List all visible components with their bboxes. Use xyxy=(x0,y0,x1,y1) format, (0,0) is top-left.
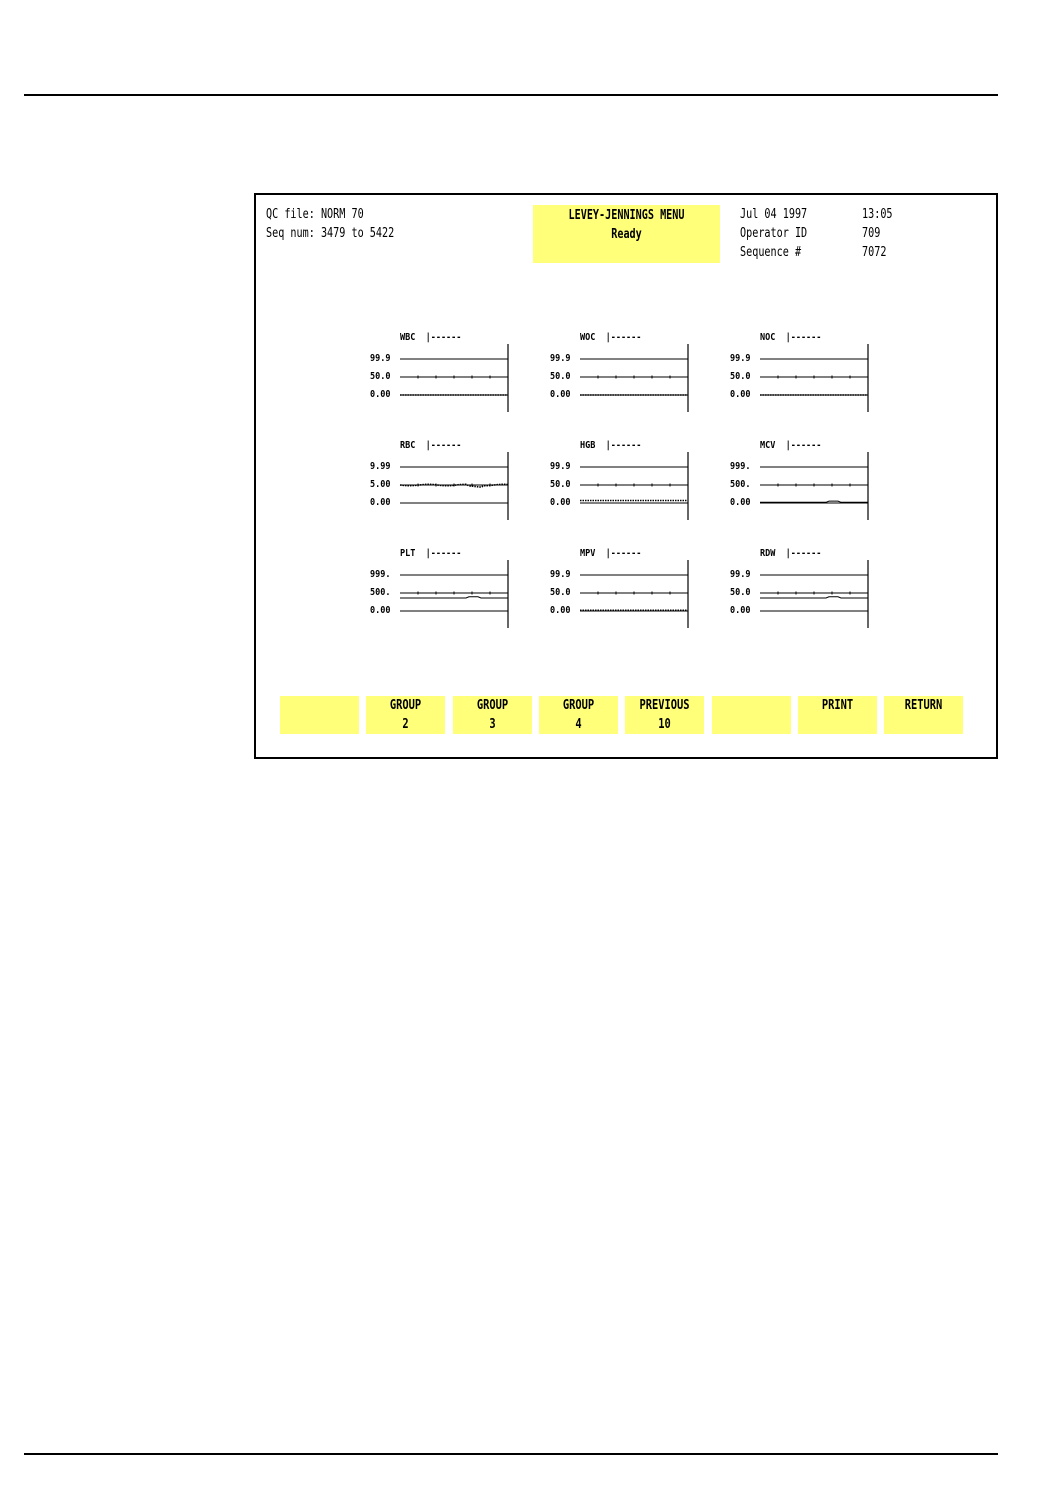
y-axis-label: 50.0 xyxy=(370,371,391,382)
group-4-button[interactable] xyxy=(539,696,618,734)
plot-area xyxy=(760,560,870,630)
softkey-label: 10 xyxy=(658,717,671,732)
group-3-button[interactable] xyxy=(453,696,532,734)
previous-10-button[interactable] xyxy=(625,696,704,734)
blank-softkey[interactable] xyxy=(712,696,791,734)
menu-title-box xyxy=(533,205,720,263)
top-rule xyxy=(24,94,998,96)
y-axis-label: 0.00 xyxy=(550,497,571,508)
y-axis-label: 0.00 xyxy=(370,605,391,616)
y-axis-label: 99.9 xyxy=(550,353,571,364)
y-axis-label: 999. xyxy=(370,569,391,580)
print-button[interactable] xyxy=(798,696,877,734)
plot-title: RBC |------ xyxy=(400,440,462,451)
qc-trace xyxy=(400,597,508,598)
softkey-label: PRINT xyxy=(821,698,853,713)
time-label: 13:05 xyxy=(862,207,893,222)
plot-area xyxy=(400,560,510,630)
analyzer-screen xyxy=(254,193,998,759)
y-axis-label: 50.0 xyxy=(550,587,571,598)
plot-title: MCV |------ xyxy=(760,440,822,451)
y-axis-label: 50.0 xyxy=(730,587,751,598)
plot-title: NOC |------ xyxy=(760,332,822,343)
y-axis-label: 999. xyxy=(730,461,751,472)
y-axis-label: 99.9 xyxy=(370,353,391,364)
operator-id-value: 709 xyxy=(862,226,881,241)
y-axis-label: 50.0 xyxy=(550,371,571,382)
date-label: Jul 04 1997 xyxy=(740,207,808,222)
y-axis-label: 99.9 xyxy=(550,569,571,580)
y-axis-label: 500. xyxy=(730,479,751,490)
y-axis-label: 99.9 xyxy=(730,569,751,580)
return-button[interactable] xyxy=(884,696,963,734)
blank-softkey[interactable] xyxy=(280,696,359,734)
y-axis-label: 0.00 xyxy=(370,497,391,508)
plot-area xyxy=(580,452,690,522)
plot-title: WOC |------ xyxy=(580,332,642,343)
sequence-label: Sequence # xyxy=(740,245,802,260)
y-axis-label: 0.00 xyxy=(550,605,571,616)
softkey-label: 3 xyxy=(488,717,496,732)
plot-area xyxy=(400,344,510,414)
plot-area xyxy=(760,452,870,522)
qc-file-label: QC file: NORM 70 xyxy=(266,207,364,222)
y-axis-label: 50.0 xyxy=(550,479,571,490)
softkey-label: 2 xyxy=(402,717,409,732)
sequence-value: 7072 xyxy=(862,245,887,260)
menu-title: LEVEY-JENNINGS MENU xyxy=(568,208,685,223)
y-axis-label: 500. xyxy=(370,587,391,598)
softkey-label: RETURN xyxy=(904,698,943,713)
y-axis-label: 0.00 xyxy=(730,389,751,400)
plot-title: WBC |------ xyxy=(400,332,462,343)
plot-area xyxy=(580,344,690,414)
seq-num-label: Seq num: 3479 to 5422 xyxy=(266,226,395,241)
y-axis-label: 0.00 xyxy=(550,389,571,400)
y-axis-label: 99.9 xyxy=(550,461,571,472)
y-axis-label: 99.9 xyxy=(730,353,751,364)
y-axis-label: 5.00 xyxy=(370,479,391,490)
y-axis-label: 0.00 xyxy=(370,389,391,400)
operator-id-label: Operator ID xyxy=(740,226,808,241)
plot-title: MPV |------ xyxy=(580,548,642,559)
plot-area xyxy=(400,452,510,522)
y-axis-label: 9.99 xyxy=(370,461,391,472)
softkey-label: GROUP xyxy=(476,698,508,713)
plot-area xyxy=(760,344,870,414)
y-axis-label: 50.0 xyxy=(730,371,751,382)
menu-status: Ready xyxy=(611,227,642,242)
plot-area xyxy=(580,560,690,630)
softkey-label: GROUP xyxy=(390,698,422,713)
group-2-button[interactable] xyxy=(366,696,445,734)
bottom-rule xyxy=(24,1453,998,1455)
plot-title: PLT |------ xyxy=(400,548,462,559)
y-axis-label: 0.00 xyxy=(730,605,751,616)
softkey-label: 4 xyxy=(575,717,582,732)
y-axis-label: 0.00 xyxy=(730,497,751,508)
qc-trace xyxy=(760,501,868,502)
softkey-label: GROUP xyxy=(562,698,595,713)
softkey-label: PREVIOUS xyxy=(639,698,690,713)
plot-title: RDW |------ xyxy=(760,548,822,559)
plot-title: HGB |------ xyxy=(580,440,642,451)
qc-trace xyxy=(760,597,868,598)
